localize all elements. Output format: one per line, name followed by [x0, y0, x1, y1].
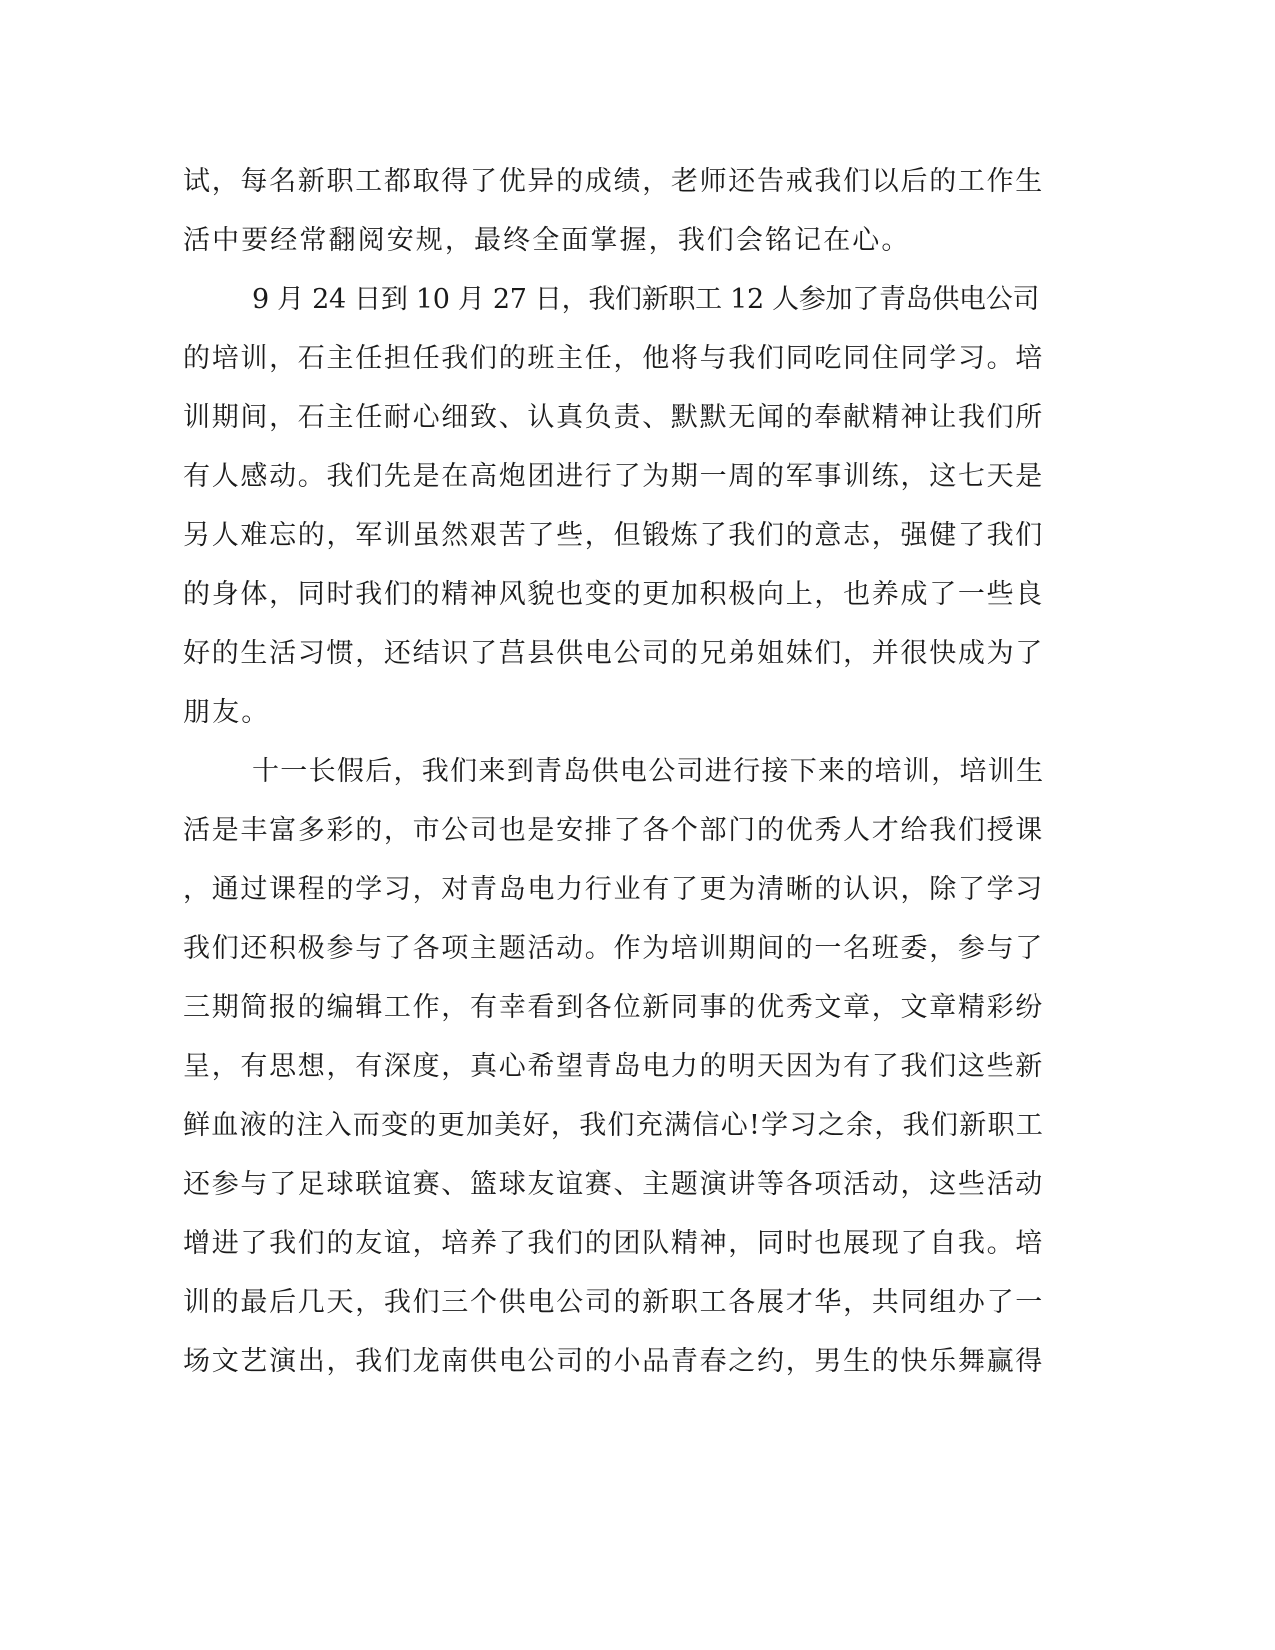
- text-line: 好的生活习惯，还结识了莒县供电公司的兄弟姐妹们，并很快成为了: [183, 638, 1044, 669]
- text-line: 试，每名新职工都取得了优异的成绩，老师还告戒我们以后的工作生: [183, 166, 1044, 197]
- text-line: 另人难忘的，军训虽然艰苦了些，但锻炼了我们的意志，强健了我们: [183, 520, 1044, 551]
- text-line: ，通过课程的学习，对青岛电力行业有了更为清晰的认识，除了学习: [183, 874, 1044, 905]
- text-line: 训期间，石主任耐心细致、认真负责、默默无闻的奉献精神让我们所: [183, 402, 1044, 433]
- text-line: 的培训，石主任担任我们的班主任，他将与我们同吃同住同学习。培: [183, 343, 1044, 374]
- text-line: 活中要经常翻阅安规，最终全面掌握，我们会铭记在心。: [183, 225, 911, 256]
- text-line: 增进了我们的友谊，培养了我们的团队精神，同时也展现了自我。培: [183, 1228, 1044, 1259]
- text-line: 呈，有思想，有深度，真心希望青岛电力的明天因为有了我们这些新: [183, 1051, 1044, 1082]
- text-line: 场文艺演出，我们龙南供电公司的小品青春之约，男生的快乐舞赢得: [183, 1346, 1044, 1377]
- text-line: 的身体，同时我们的精神风貌也变的更加积极向上，也养成了一些良: [183, 579, 1044, 610]
- text-line: 有人感动。我们先是在高炮团进行了为期一周的军事训练，这七天是: [183, 461, 1044, 492]
- text-line: 训的最后几天，我们三个供电公司的新职工各展才华，共同组办了一: [183, 1287, 1044, 1318]
- paragraph-start-line: 9 月 24 日到 10 月 27 日，我们新职工 12 人参加了青岛供电公司: [252, 284, 1040, 315]
- text-line: 我们还积极参与了各项主题活动。作为培训期间的一名班委，参与了: [183, 933, 1044, 964]
- paragraph-start-line: 十一长假后，我们来到青岛供电公司进行接下来的培训，培训生: [252, 756, 1045, 787]
- text-line: 还参与了足球联谊赛、篮球友谊赛、主题演讲等各项活动，这些活动: [183, 1169, 1044, 1200]
- text-line: 朋友。: [183, 697, 271, 728]
- text-line: 三期简报的编辑工作，有幸看到各位新同事的优秀文章，文章精彩纷: [183, 992, 1044, 1023]
- text-line: 活是丰富多彩的，市公司也是安排了各个部门的优秀人才给我们授课: [183, 815, 1044, 846]
- text-line: 鲜血液的注入而变的更加美好，我们充满信心!学习之余，我们新职工: [183, 1110, 1045, 1141]
